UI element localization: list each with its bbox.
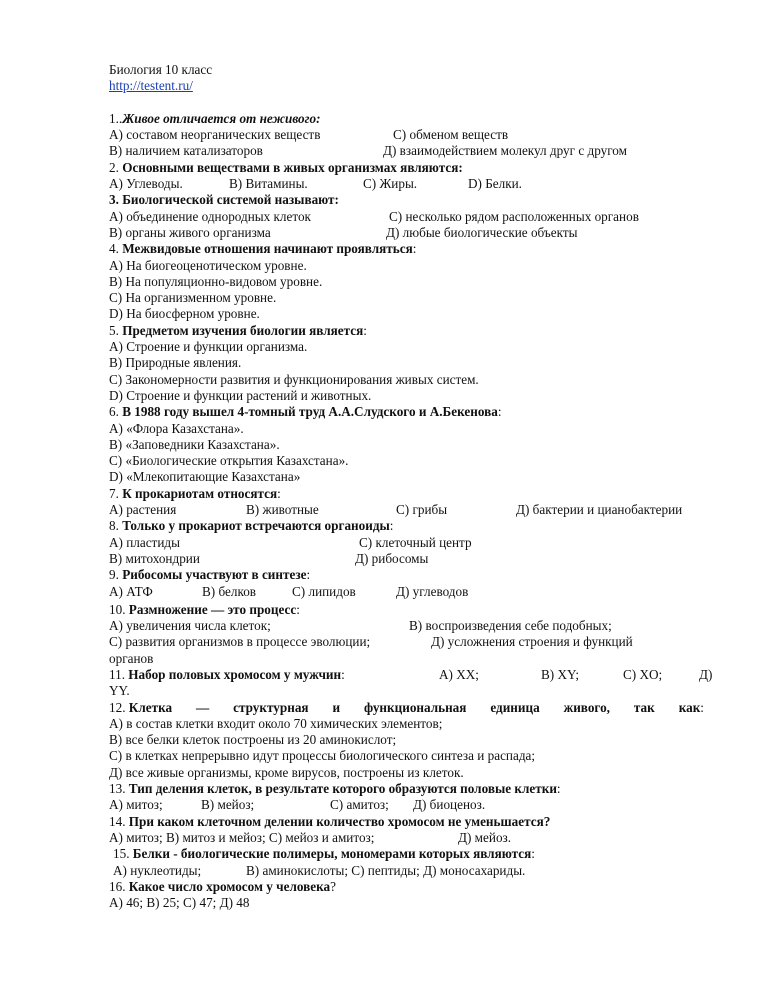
answer-b: В) митохондрии (109, 550, 200, 566)
answer-a: А) XX; (439, 666, 479, 682)
answer-d: Д) все живые организмы, кроме вирусов, построены из клеток. (109, 764, 464, 780)
answer-a: А) На биогеоценотическом уровне. (109, 257, 307, 273)
question-13-text: Тип деления клеток, в результате которого образуются половые клетки (128, 781, 557, 797)
source-link[interactable]: http://testent.ru/ (109, 78, 193, 94)
answer-c: С) грибы (396, 502, 448, 518)
question-12-word: структурная (233, 699, 309, 715)
document-title: Биология 10 класс (109, 62, 213, 77)
question-12-word: единица (490, 699, 540, 715)
answer-b: В) органы живого организма (109, 224, 271, 240)
answer-c: С) Закономерности развития и функционирования живых систем. (109, 371, 479, 387)
answer-c: С) клеточный центр (359, 534, 472, 550)
answer-c: С) обменом веществ (393, 127, 509, 143)
answer-b: В) мейоз; (201, 797, 255, 813)
question-5: 5. Предметом изучения биологии является: (109, 322, 367, 338)
question-10-text: Размножение — это процесс (128, 601, 297, 617)
answers-bcd: В) аминокислоты; С) пептиды; Д) моносахариды. (246, 862, 526, 878)
question-16-text: Какое число хромосом у человека (128, 878, 331, 894)
question-4: 4. Межвидовые отношения начинают проявляться: (109, 241, 417, 257)
question-12-word: функциональная (364, 699, 467, 715)
answer-c: С) в клетках непрерывно идут процессы биологического синтеза и распада; (109, 748, 536, 764)
question-12: 12. Клетка — структурная и функциональная единица живого, так как: (109, 699, 704, 715)
answer-a: А) увеличения числа клеток; (109, 618, 271, 634)
question-6-text: В 1988 году вышел 4-томный труд А.А.Слудского и А.Бекенова (122, 404, 498, 420)
answer-d: Д) рибосомы (355, 550, 429, 566)
question-15-text: Белки - биологические полимеры, мономерами которых являются (132, 846, 532, 862)
question-12-word: живого, (563, 699, 610, 715)
question-9: 9. Рибосомы участвуют в синтезе: (109, 567, 311, 583)
answer-b: В) Природные явления. (109, 355, 242, 371)
answer-b: В) животные (246, 502, 319, 518)
answer-a: А) митоз; (109, 797, 163, 813)
question-9-text: Рибосомы участвуют в синтезе (122, 567, 307, 583)
answer-d: Д) любые биологические объекты (386, 224, 578, 240)
question-11-text: Набор половых хромосом у мужчин (128, 666, 342, 682)
question-8-text: Только у прокариот встречаются органоиды (122, 518, 390, 534)
answer-d: D) Белки. (468, 176, 522, 192)
question-13: 13. Тип деления клеток, в результате которого образуются половые клетки: (109, 781, 561, 797)
question-3-text: 3. Биологической системой называют: (109, 192, 339, 208)
answer-a: А) нуклеотиды; (113, 862, 202, 878)
answer-d-continued: органов (109, 650, 154, 666)
question-14-text: При каком клеточном делении количество хромосом не уменьшается? (128, 813, 551, 829)
question-14: 14. При каком клеточном делении количество хромосом не уменьшается? (109, 813, 551, 829)
answer-d: D) «Млекопитающие Казахстана» (109, 469, 301, 485)
question-2: 2. Основными веществами в живых организмах являются: (109, 159, 463, 175)
question-12-word: как (678, 699, 701, 715)
answer-c: С) развития организмов в процессе эволюции; (109, 634, 371, 650)
answer-a: А) Углеводы. (109, 176, 183, 192)
answer-d: D) На биосферном уровне. (109, 306, 260, 322)
answer-d: Д) углеводов (396, 583, 469, 599)
answer-d: Д) мейоз. (458, 829, 512, 845)
question-4-text: Межвидовые отношения начинают проявляться (122, 241, 413, 257)
test-document (109, 62, 729, 911)
answer-b: В) «Заповедники Казахстана». (109, 436, 280, 452)
answer-b: В) На популяционно-видовом уровне. (109, 273, 323, 289)
answers: А) 46; В) 25; С) 47; Д) 48 (109, 895, 250, 911)
answer-a: А) растения (109, 502, 177, 518)
answer-a: А) составом неорганических веществ (109, 127, 321, 143)
answer-c: С) XO; (623, 666, 663, 682)
answer-d: Д) взаимодействием молекул друг с другом (383, 143, 627, 159)
answer-a: А) АТФ (109, 583, 153, 599)
answer-d: D) Строение и функции растений и животных. (109, 387, 372, 403)
question-1: 1..Живое отличается от неживого: (109, 110, 321, 126)
answer-d: Д) биоценоз. (413, 797, 486, 813)
answers-abc: А) митоз; В) митоз и мейоз; С) мейоз и амитоз; (109, 829, 375, 845)
answer-a: А) пластиды (109, 534, 180, 550)
question-11: 11. Набор половых хромосом у мужчин: А) XX; В) XY; С) XO; Д) (109, 666, 713, 682)
answer-b: В) наличием катализаторов (109, 143, 263, 159)
answer-b: В) белков (202, 583, 257, 599)
question-1-text: Живое отличается от неживого: (122, 110, 321, 126)
answer-a: А) объединение однородных клеток (109, 208, 311, 224)
answer-d: Д) усложнения строения и функций (431, 634, 633, 650)
answer-c: С) На организменном уровне. (109, 290, 277, 306)
question-12-word: Клетка (128, 699, 173, 715)
question-2-text: Основными веществами в живых организмах являются: (122, 159, 463, 175)
answer-d-continued: YY. (109, 683, 130, 699)
question-7: 7. К прокариотам относятся: (109, 485, 281, 501)
answer-d: Д) (699, 666, 713, 682)
question-15: 15. Белки - биологические полимеры, мономерами которых являются: (113, 846, 535, 862)
answer-c: С) Жиры. (363, 176, 418, 192)
question-12-word: и (332, 699, 341, 715)
question-7-text: К прокариотам относятся (122, 485, 278, 501)
answer-d: Д) бактерии и цианобактерии (516, 502, 683, 518)
question-16: 16. Какое число хромосом у человека? (109, 878, 336, 894)
answer-b: В) все белки клеток построены из 20 аминокислот; (109, 732, 397, 748)
answer-b: В) XY; (541, 666, 579, 682)
question-12-word: так (633, 699, 655, 715)
question-5-text: Предметом изучения биологии является (122, 322, 364, 338)
question-6: 6. В 1988 году вышел 4-томный труд А.А.Слудского и А.Бекенова: (109, 404, 502, 420)
answer-a: А) «Флора Казахстана». (109, 420, 244, 436)
answer-b: В) Витамины. (229, 176, 308, 192)
question-12-word: — (196, 699, 210, 715)
answer-c: С) липидов (292, 583, 356, 599)
answer-b: В) воспроизведения себе подобных; (409, 618, 612, 634)
question-10: 10. Размножение — это процесс: (109, 601, 300, 617)
question-8: 8. Только у прокариот встречаются органоиды: (109, 518, 394, 534)
answer-a: А) Строение и функции организма. (109, 339, 308, 355)
answer-c: С) амитоз; (330, 797, 389, 813)
answer-c: С) «Биологические открытия Казахстана». (109, 453, 349, 469)
answer-a: А) в состав клетки входит около 70 химических элементов; (109, 715, 443, 731)
answer-c: С) несколько рядом расположенных органов (389, 208, 639, 224)
